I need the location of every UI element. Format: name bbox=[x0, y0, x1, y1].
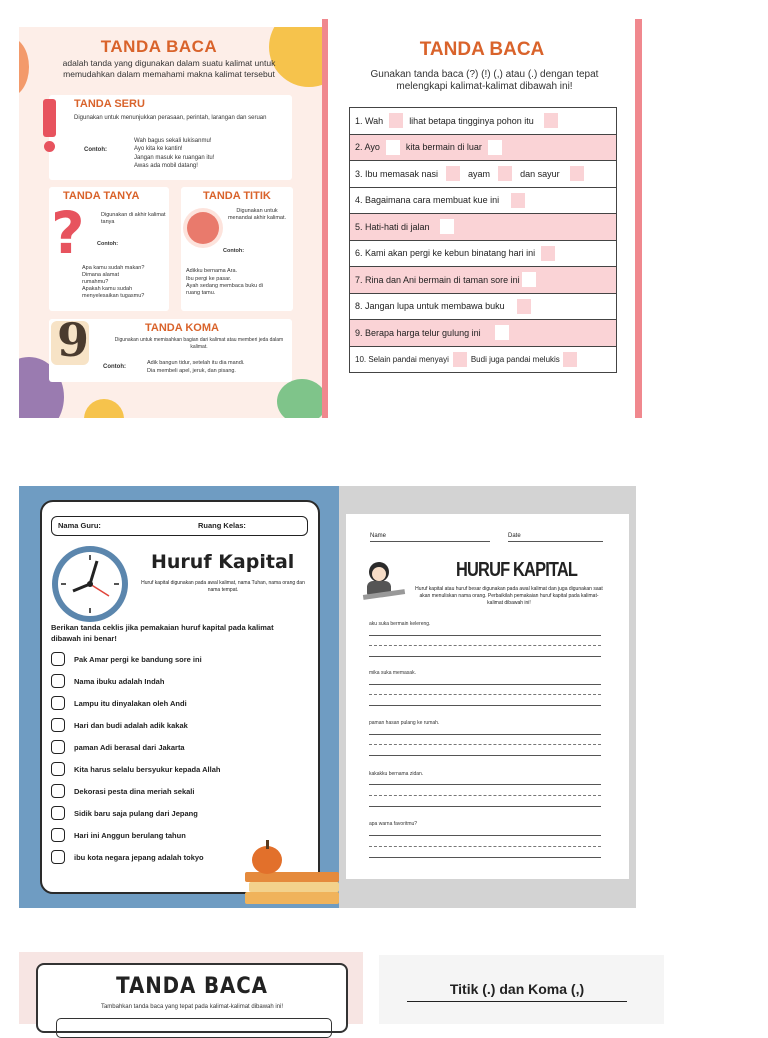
checkbox[interactable] bbox=[51, 806, 65, 820]
row-text: 5. Hati-hati di jalan bbox=[355, 221, 430, 232]
exercise-row bbox=[350, 320, 616, 347]
exclamation-icon bbox=[43, 99, 56, 137]
exercise-row bbox=[350, 161, 616, 188]
writing-paper bbox=[346, 514, 629, 879]
worksheet-paper bbox=[36, 963, 348, 1033]
titik-card bbox=[181, 187, 293, 311]
koma-heading: TANDA KOMA bbox=[145, 322, 219, 334]
koma-contoh-label: Contoh: bbox=[103, 364, 126, 370]
checklist-item-label: Nama ibuku adalah Indah bbox=[74, 676, 165, 686]
seru-example: Awas ada mobil datang! bbox=[134, 163, 198, 169]
definition-text: adalah tanda yang digunakan dalam suatu kalimat untuk memudahkan dalam memahami makna kalimat tersebut bbox=[62, 58, 276, 79]
checklist-item-label: Sidik baru saja pulang dari Jepang bbox=[74, 808, 198, 818]
answer-box[interactable] bbox=[544, 113, 558, 128]
worksheet-instruction: Gunakan tanda baca (?) (!) (,) atau (.) dengan tepat melengkapi kalimat-kalimat dibawah ini! bbox=[370, 69, 599, 92]
worksheet-title: HURUF KAPITAL bbox=[456, 559, 578, 581]
exercise-table bbox=[349, 107, 617, 373]
checkbox[interactable] bbox=[51, 762, 65, 776]
guru-label: Nama Guru: bbox=[58, 521, 101, 530]
checklist-item-label: Lampu itu dinyalakan oleh Andi bbox=[74, 698, 187, 708]
answer-line[interactable] bbox=[369, 806, 601, 807]
answer-line[interactable] bbox=[369, 635, 601, 636]
answer-box[interactable] bbox=[488, 140, 502, 155]
titik-example: Ibu pergi ke pasar. bbox=[186, 276, 232, 282]
seru-desc: Digunakan untuk menunjukkan perasaan, perintah, larangan dan seruan bbox=[74, 115, 267, 121]
exercise-row bbox=[350, 347, 616, 374]
exercise-sentence: kakakku bernama zidan. bbox=[369, 771, 424, 777]
answer-line[interactable] bbox=[369, 684, 601, 685]
answer-box[interactable] bbox=[389, 113, 403, 128]
koma-example: Adik bangun tidur, setelah itu dia mandi. bbox=[147, 360, 245, 366]
titik-heading: TANDA TITIK bbox=[203, 190, 271, 202]
checklist-item[interactable] bbox=[51, 673, 164, 689]
row-text: 6. Kami akan pergi ke kebun binatang hari ini bbox=[355, 248, 536, 259]
titik-koma-worksheet bbox=[379, 955, 664, 1024]
answer-box[interactable] bbox=[495, 325, 509, 340]
seru-example: Jangan masuk ke ruangan itu! bbox=[134, 155, 215, 161]
tanya-contoh-label: Contoh: bbox=[97, 241, 119, 247]
header-box bbox=[51, 516, 308, 536]
checkbox[interactable] bbox=[51, 718, 65, 732]
checklist-instruction: Berikan tanda ceklis jika pemakaian huruf kapital pada kalimat dibawah ini benar! bbox=[51, 623, 274, 643]
titik-desc: Digunakan untuk menandai akhir kalimat. bbox=[227, 208, 287, 221]
checklist-item-label: Hari ini Anggun berulang tahun bbox=[74, 830, 186, 840]
answer-line[interactable] bbox=[369, 857, 601, 858]
checklist-item-label: Dekorasi pesta dina meriah sekali bbox=[74, 786, 195, 796]
worksheet-title: Huruf Kapital bbox=[151, 551, 295, 573]
row-text: lihat betapa tingginya pohon itu bbox=[409, 115, 534, 126]
date-line bbox=[508, 541, 603, 542]
row-text: 2. Ayo bbox=[355, 142, 380, 153]
answer-dash-line bbox=[369, 694, 601, 695]
checklist-item[interactable] bbox=[51, 651, 202, 667]
titik-example: Adikku bernama Ara. bbox=[186, 268, 238, 274]
clock-face-icon bbox=[57, 551, 123, 617]
answer-box[interactable] bbox=[386, 140, 400, 155]
apple-icon bbox=[252, 846, 282, 874]
seru-card bbox=[49, 95, 292, 180]
checklist-item[interactable] bbox=[51, 717, 188, 733]
titik-contoh-label: Contoh: bbox=[223, 248, 245, 254]
answer-line[interactable] bbox=[369, 656, 601, 657]
exclamation-dot-icon bbox=[44, 141, 55, 152]
name-line bbox=[370, 541, 490, 542]
koma-desc: Digunakan untuk memisahkan bagian dari kalimat atau memberi jeda dalam kalimat. bbox=[114, 337, 284, 350]
row-text: 7. Rina dan Ani bermain di taman sore ini bbox=[355, 274, 520, 285]
row-text: 8. Jangan lupa untuk membawa buku bbox=[355, 301, 505, 312]
row-text: ayam bbox=[468, 168, 491, 179]
row-text: Budi juga pandai melukis bbox=[470, 354, 560, 364]
answer-box[interactable] bbox=[522, 272, 536, 287]
titik-example: Ayah sedang membaca buku di ruang tamu. bbox=[186, 283, 263, 296]
row-text: kita bermain di luar bbox=[405, 142, 482, 153]
seru-example: Ayo kita ke kantin! bbox=[134, 146, 183, 152]
page-title: TANDA BACA bbox=[100, 37, 218, 56]
checkbox[interactable] bbox=[51, 740, 65, 754]
answer-line[interactable] bbox=[369, 784, 601, 785]
answer-box[interactable] bbox=[563, 352, 577, 367]
seru-contoh-label: Contoh: bbox=[84, 147, 107, 153]
answer-dash-line bbox=[369, 795, 601, 796]
exercise-row bbox=[350, 214, 616, 241]
checklist-item-label: Kita harus selalu bersyukur kepada Allah bbox=[74, 764, 221, 774]
tanya-example: Apakah kamu sudah menyelesaikan tugasmu? bbox=[82, 286, 145, 299]
exercise-row bbox=[350, 267, 616, 294]
name-label: Name bbox=[370, 533, 387, 539]
exercise-row bbox=[350, 294, 616, 321]
huruf-kapital-writing bbox=[339, 486, 636, 908]
worksheet-title: Titik (.) dan Koma (,) bbox=[449, 981, 585, 997]
exercise-row bbox=[350, 108, 616, 135]
worksheet-desc: Huruf kapital digunakan pada awal kalimat, nama Tuhan, nama orang dan nama tempat. bbox=[141, 580, 305, 593]
exercise-row bbox=[350, 135, 616, 162]
exercise-sentence: mika suka memasak. bbox=[369, 670, 416, 676]
checkbox[interactable] bbox=[51, 784, 65, 798]
exercise-sentence: apa warna favoritmu? bbox=[369, 821, 418, 827]
checklist-item[interactable] bbox=[51, 805, 198, 821]
dot-icon bbox=[187, 212, 219, 244]
pink-border-left bbox=[322, 19, 328, 418]
answer-line[interactable] bbox=[369, 835, 601, 836]
tanya-example: Dimana alamat rumahmu? bbox=[82, 272, 119, 285]
koma-card bbox=[49, 313, 292, 382]
books-icon bbox=[245, 872, 339, 908]
tanya-card bbox=[49, 187, 169, 311]
tanya-desc: Digunakan di akhir kalimat tanya bbox=[101, 212, 166, 225]
checkbox[interactable] bbox=[51, 674, 65, 688]
checklist-item-label: Pak Amar pergi ke bandung sore ini bbox=[74, 654, 202, 664]
answer-box[interactable] bbox=[541, 246, 555, 261]
answer-box[interactable] bbox=[498, 166, 512, 181]
row-text: dan sayur bbox=[520, 168, 560, 179]
answer-dash-line bbox=[369, 744, 601, 745]
worksheet-title: TANDA BACA bbox=[116, 974, 268, 999]
checkbox[interactable] bbox=[51, 696, 65, 710]
checkbox[interactable] bbox=[51, 828, 65, 842]
answer-box[interactable] bbox=[56, 1018, 332, 1038]
row-text: 9. Berapa harga telur gulung ini bbox=[355, 327, 481, 338]
exercise-sentence: paman hasan pulang ke rumah. bbox=[369, 720, 440, 726]
exercise-row bbox=[350, 241, 616, 268]
question-mark-icon: ? bbox=[51, 199, 85, 267]
tanya-example: Apa kamu sudah makan? bbox=[82, 265, 145, 271]
koma-example: Dia membeli apel, jeruk, dan pisang. bbox=[147, 368, 236, 374]
checklist-paper bbox=[40, 500, 320, 894]
answer-dash-line bbox=[369, 645, 601, 646]
row-text: 4. Bagaimana cara membuat kue ini bbox=[355, 195, 500, 206]
checkbox[interactable] bbox=[51, 652, 65, 666]
answer-box[interactable] bbox=[570, 166, 584, 181]
title-underline bbox=[407, 1001, 627, 1002]
exercise-sentence: aku suka bermain kelereng. bbox=[369, 621, 431, 627]
date-label: Date bbox=[508, 533, 521, 539]
checklist-item[interactable] bbox=[51, 739, 185, 755]
answer-box[interactable] bbox=[517, 299, 531, 314]
checklist-item-label: ibu kota negara jepang adalah tokyo bbox=[74, 852, 204, 862]
kelas-label: Ruang Kelas: bbox=[198, 521, 246, 530]
worksheet-instruction: Tambahkan tanda baca yang tepat pada kalimat-kalimat dibawah ini! bbox=[100, 1004, 284, 1010]
answer-dash-line bbox=[369, 846, 601, 847]
checklist-item[interactable] bbox=[51, 761, 220, 777]
checklist-item[interactable] bbox=[51, 695, 187, 711]
answer-box[interactable] bbox=[440, 219, 454, 234]
pink-border-right bbox=[635, 19, 642, 418]
checkbox[interactable] bbox=[51, 850, 65, 864]
tanda-baca-worksheet bbox=[322, 19, 642, 418]
answer-line[interactable] bbox=[369, 705, 601, 706]
checklist-item[interactable] bbox=[51, 849, 204, 865]
apple-stem-icon bbox=[266, 840, 269, 849]
tanda-baca-infographic bbox=[19, 27, 322, 418]
checklist-item-label: paman Adi berasal dari Jakarta bbox=[74, 742, 185, 752]
decor-blob-yellow-bottom bbox=[84, 399, 124, 418]
checklist-item[interactable] bbox=[51, 783, 194, 799]
checklist-item-label: Hari dan budi adalah adik kakak bbox=[74, 720, 188, 730]
answer-line[interactable] bbox=[369, 734, 601, 735]
row-text: 1. Wah bbox=[355, 115, 384, 126]
row-text: 10. Selain pandai menyayi bbox=[355, 354, 449, 364]
girl-writing-icon bbox=[363, 562, 407, 600]
answer-box[interactable] bbox=[511, 193, 525, 208]
comma-glyph-icon: 9 bbox=[57, 313, 90, 367]
clock-icon bbox=[52, 546, 128, 622]
decor-blob-green bbox=[277, 379, 322, 418]
tanda-baca-worksheet-2 bbox=[19, 952, 363, 1024]
answer-box[interactable] bbox=[453, 352, 467, 367]
row-text: 3. Ibu memasak nasi bbox=[355, 168, 439, 179]
checklist-item[interactable] bbox=[51, 827, 186, 843]
huruf-kapital-checklist bbox=[19, 486, 339, 908]
answer-box[interactable] bbox=[446, 166, 460, 181]
worksheet-title: TANDA BACA bbox=[419, 39, 545, 60]
tanya-heading: TANDA TANYA bbox=[63, 190, 140, 202]
exercise-row bbox=[350, 188, 616, 215]
worksheet-desc: Huruf kapital atau huruf besar digunakan pada awal kalimat dan juga digunakan saat akan menuliskan nama orang. Perbaikilah pemakaian huruf kapital pada kalimat-kalimat dibawah ini! bbox=[415, 586, 603, 606]
seru-heading: TANDA SERU bbox=[74, 98, 145, 110]
seru-example: Wah bagus sekali lukisanmu! bbox=[134, 138, 212, 144]
answer-line[interactable] bbox=[369, 755, 601, 756]
